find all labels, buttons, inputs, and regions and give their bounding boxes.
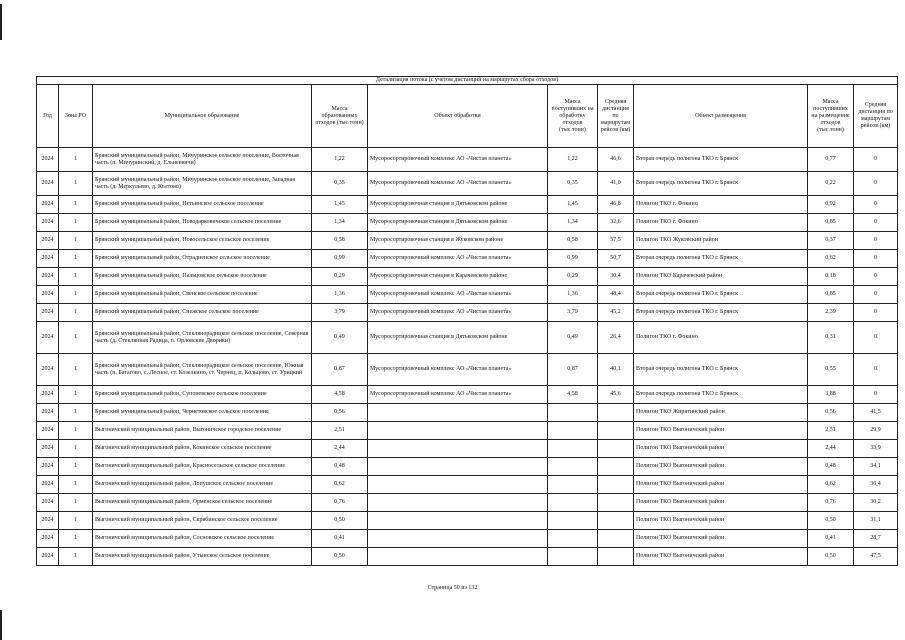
cell-processing-distance bbox=[598, 530, 634, 548]
cell-generated-mass: 0,56 bbox=[312, 404, 368, 422]
cell-processing-facility: Мусоросортировочный комплекс АО «Чистая планета» bbox=[368, 148, 548, 172]
cell-processed-mass: 1,36 bbox=[548, 286, 598, 304]
cell-disposal-facility: Вторая очередь полигона ТКО г. Брянск bbox=[634, 148, 808, 172]
table-row bbox=[37, 494, 898, 512]
table-row bbox=[37, 386, 898, 404]
cell-disposal-distance: 0 bbox=[854, 268, 898, 286]
cell-disposal-distance: 0 bbox=[854, 232, 898, 250]
cell-zone: 1 bbox=[59, 322, 93, 354]
cell-processed-mass: 1,34 bbox=[548, 214, 598, 232]
cell-generated-mass: 0,49 bbox=[312, 322, 368, 354]
table-row bbox=[37, 196, 898, 214]
cell-disposal-distance: 0 bbox=[854, 322, 898, 354]
table-row bbox=[37, 440, 898, 458]
header-disposed-mass: Масса поступивших на размещение отходов (тыс.тонн) bbox=[808, 85, 854, 148]
cell-disposal-facility: Полигон ТКО Выгоничский район bbox=[634, 530, 808, 548]
table-row bbox=[37, 286, 898, 304]
table-row bbox=[37, 458, 898, 476]
cell-year: 2024 bbox=[37, 422, 59, 440]
cell-processed-mass bbox=[548, 404, 598, 422]
cell-municipality: Брянский муниципальный район, Нетьинское сельское поселение bbox=[93, 196, 312, 214]
cell-zone: 1 bbox=[59, 440, 93, 458]
header-year: Год bbox=[37, 85, 59, 148]
cell-disposed-mass: 0,50 bbox=[808, 548, 854, 566]
cell-processing-distance: 48,4 bbox=[598, 286, 634, 304]
cell-processing-distance: 40,1 bbox=[598, 354, 634, 386]
cell-zone: 1 bbox=[59, 476, 93, 494]
cell-disposal-facility: Полигон ТКО Выгоничский район bbox=[634, 494, 808, 512]
table-row bbox=[37, 172, 898, 196]
cell-processing-facility bbox=[368, 530, 548, 548]
cell-disposal-distance: 0 bbox=[854, 148, 898, 172]
cell-disposed-mass: 2,51 bbox=[808, 422, 854, 440]
cell-disposal-distance: 33,9 bbox=[854, 440, 898, 458]
cell-disposal-distance: 0 bbox=[854, 386, 898, 404]
cell-processing-distance: 30,4 bbox=[598, 268, 634, 286]
cell-municipality: Выгоничский муниципальный район, Орменское сельское поселение bbox=[93, 494, 312, 512]
cell-disposed-mass: 0,41 bbox=[808, 530, 854, 548]
cell-zone: 1 bbox=[59, 494, 93, 512]
cell-processing-facility: Мусоросортировочный комплекс АО «Чистая планета» bbox=[368, 304, 548, 322]
cell-disposed-mass: 0,22 bbox=[808, 172, 854, 196]
cell-processing-distance: 50,7 bbox=[598, 250, 634, 268]
table-row bbox=[37, 548, 898, 566]
cell-generated-mass: 1,45 bbox=[312, 196, 368, 214]
cell-processing-distance bbox=[598, 422, 634, 440]
cell-disposed-mass: 0,85 bbox=[808, 286, 854, 304]
cell-processing-facility: Мусоросортировочная станция в Дятьковском районе bbox=[368, 214, 548, 232]
cell-year: 2024 bbox=[37, 530, 59, 548]
table-row bbox=[37, 148, 898, 172]
cell-year: 2024 bbox=[37, 196, 59, 214]
cell-disposed-mass: 2,44 bbox=[808, 440, 854, 458]
cell-municipality: Брянский муниципальный район, Пальцовское сельское поселение bbox=[93, 268, 312, 286]
cell-processed-mass: 3,79 bbox=[548, 304, 598, 322]
table-caption: Детализация потока (с учетом дистанций на маршрутах сбора отходов) bbox=[37, 77, 898, 85]
cell-municipality: Выгоничский муниципальный район, Утынское сельское поселение bbox=[93, 548, 312, 566]
cell-disposal-facility: Вторая очередь полигона ТКО г. Брянск bbox=[634, 172, 808, 196]
cell-processing-distance bbox=[598, 440, 634, 458]
cell-generated-mass: 4,58 bbox=[312, 386, 368, 404]
cell-municipality: Брянский муниципальный район, Супоневское сельское поселение bbox=[93, 386, 312, 404]
cell-processing-distance: 41,0 bbox=[598, 172, 634, 196]
cell-generated-mass: 0,48 bbox=[312, 458, 368, 476]
cell-disposal-facility: Полигон ТКО Жирятинский район bbox=[634, 404, 808, 422]
cell-disposal-distance: 34,1 bbox=[854, 458, 898, 476]
cell-processing-facility bbox=[368, 404, 548, 422]
cell-disposed-mass: 0,55 bbox=[808, 354, 854, 386]
cell-disposed-mass: 0,48 bbox=[808, 458, 854, 476]
cell-processed-mass: 4,58 bbox=[548, 386, 598, 404]
header-disposal-facility: Объект размещения bbox=[634, 85, 808, 148]
cell-municipality: Брянский муниципальный район, Новодарковичское сельское поселение bbox=[93, 214, 312, 232]
cell-processed-mass: 0,58 bbox=[548, 232, 598, 250]
cell-processed-mass: 1,22 bbox=[548, 148, 598, 172]
cell-year: 2024 bbox=[37, 172, 59, 196]
cell-zone: 1 bbox=[59, 232, 93, 250]
cell-disposal-facility: Полигон ТКО Выгоничский район bbox=[634, 458, 808, 476]
cell-processing-facility bbox=[368, 476, 548, 494]
cell-processing-facility bbox=[368, 422, 548, 440]
cell-municipality: Выгоничский муниципальный район, Выгоничское городское поселение bbox=[93, 422, 312, 440]
header-generated-mass: Масса образованных отходов (тыс.тонн) bbox=[312, 85, 368, 148]
cell-disposal-facility: Вторая очередь полигона ТКО г. Брянск bbox=[634, 354, 808, 386]
cell-processing-facility: Мусоросортировочный комплекс АО «Чистая планета» bbox=[368, 386, 548, 404]
header-processed-mass: Масса поступивших на обработку отходов (тыс.тонн) bbox=[548, 85, 598, 148]
cell-generated-mass: 0,99 bbox=[312, 250, 368, 268]
cell-municipality: Брянский муниципальный район, Чернетовское сельское поселение bbox=[93, 404, 312, 422]
header-processing-distance: Средняя дистанция по маршрутам рейсов (км) bbox=[598, 85, 634, 148]
cell-processing-facility bbox=[368, 548, 548, 566]
table-row bbox=[37, 268, 898, 286]
cell-generated-mass: 0,35 bbox=[312, 172, 368, 196]
cell-processing-facility bbox=[368, 512, 548, 530]
cell-generated-mass: 2,44 bbox=[312, 440, 368, 458]
cell-disposal-distance: 0 bbox=[854, 304, 898, 322]
cell-zone: 1 bbox=[59, 512, 93, 530]
cell-processed-mass bbox=[548, 512, 598, 530]
table-row bbox=[37, 304, 898, 322]
cell-disposal-facility: Полигон ТКО Выгоничский район bbox=[634, 512, 808, 530]
cell-disposal-distance: 29,9 bbox=[854, 422, 898, 440]
scan-edge-mark bbox=[0, 4, 2, 40]
cell-processing-facility: Мусоросортировочный комплекс АО «Чистая планета» bbox=[368, 250, 548, 268]
cell-year: 2024 bbox=[37, 512, 59, 530]
cell-processed-mass bbox=[548, 476, 598, 494]
cell-zone: 1 bbox=[59, 250, 93, 268]
cell-generated-mass: 1,22 bbox=[312, 148, 368, 172]
cell-zone: 1 bbox=[59, 214, 93, 232]
cell-year: 2024 bbox=[37, 548, 59, 566]
cell-disposed-mass: 0,92 bbox=[808, 196, 854, 214]
cell-zone: 1 bbox=[59, 386, 93, 404]
cell-year: 2024 bbox=[37, 214, 59, 232]
cell-municipality: Брянский муниципальный район, Стеклянорадицкое сельское поселение, Южная часть (п. Батагово, с. Лесное, ст. Козелкино, ст. Чернец, п. Кольцово, ст. Урицкий bbox=[93, 354, 312, 386]
table-row bbox=[37, 250, 898, 268]
cell-year: 2024 bbox=[37, 148, 59, 172]
cell-disposal-distance: 31,1 bbox=[854, 512, 898, 530]
cell-processing-distance: 46,8 bbox=[598, 196, 634, 214]
cell-year: 2024 bbox=[37, 494, 59, 512]
cell-disposal-facility: Вторая очередь полигона ТКО г. Брянск bbox=[634, 250, 808, 268]
cell-year: 2024 bbox=[37, 354, 59, 386]
cell-zone: 1 bbox=[59, 172, 93, 196]
cell-zone: 1 bbox=[59, 422, 93, 440]
header-processing-facility: Объект обработки bbox=[368, 85, 548, 148]
cell-disposed-mass: 0,50 bbox=[808, 512, 854, 530]
cell-generated-mass: 0,50 bbox=[312, 512, 368, 530]
table-row bbox=[37, 530, 898, 548]
cell-zone: 1 bbox=[59, 268, 93, 286]
cell-disposal-distance: 0 bbox=[854, 354, 898, 386]
cell-zone: 1 bbox=[59, 148, 93, 172]
cell-year: 2024 bbox=[37, 268, 59, 286]
cell-processing-distance: 32,6 bbox=[598, 214, 634, 232]
cell-disposal-distance: 0 bbox=[854, 286, 898, 304]
cell-municipality: Выгоничский муниципальный район, Скрябинское сельское поселение bbox=[93, 512, 312, 530]
cell-processing-facility bbox=[368, 458, 548, 476]
page-number: Страница 50 из 132 bbox=[427, 585, 478, 591]
cell-year: 2024 bbox=[37, 286, 59, 304]
cell-processed-mass bbox=[548, 422, 598, 440]
cell-disposal-facility: Вторая очередь полигона ТКО г. Брянск bbox=[634, 286, 808, 304]
cell-disposal-facility: Полигон ТКО Выгоничский район bbox=[634, 440, 808, 458]
cell-municipality: Брянский муниципальный район, Стеклянорадицкое сельское поселение, Северная часть (д. Стеклянная Радица, п. Орловские Дворики) bbox=[93, 322, 312, 354]
table-row bbox=[37, 476, 898, 494]
cell-municipality: Брянский муниципальный район, Свенское сельское поселение bbox=[93, 286, 312, 304]
cell-disposal-facility: Вторая очередь полигона ТКО г. Брянск bbox=[634, 304, 808, 322]
cell-disposal-facility: Полигон ТКО г. Фокино bbox=[634, 214, 808, 232]
cell-disposed-mass: 0,62 bbox=[808, 476, 854, 494]
cell-disposed-mass: 3,88 bbox=[808, 386, 854, 404]
cell-municipality: Выгоничский муниципальный район, Лопушское сельское поселение bbox=[93, 476, 312, 494]
cell-year: 2024 bbox=[37, 476, 59, 494]
cell-zone: 1 bbox=[59, 354, 93, 386]
cell-generated-mass: 0,87 bbox=[312, 354, 368, 386]
header-disposal-distance: Средняя дистанция по маршрутам рейсов (км) bbox=[854, 85, 898, 148]
cell-processed-mass: 0,35 bbox=[548, 172, 598, 196]
cell-processing-facility: Мусоросортировочный комплекс АО «Чистая планета» bbox=[368, 172, 548, 196]
cell-generated-mass: 1,34 bbox=[312, 214, 368, 232]
cell-zone: 1 bbox=[59, 458, 93, 476]
cell-generated-mass: 2,51 bbox=[312, 422, 368, 440]
cell-disposal-facility: Полигон ТКО Карачевский район bbox=[634, 268, 808, 286]
cell-disposed-mass: 0,56 bbox=[808, 404, 854, 422]
cell-disposal-distance: 0 bbox=[854, 196, 898, 214]
cell-processing-facility: Мусоросортировочный комплекс АО «Чистая планета» bbox=[368, 354, 548, 386]
cell-processing-distance bbox=[598, 476, 634, 494]
cell-municipality: Выгоничский муниципальный район, Сосновское сельское поселение bbox=[93, 530, 312, 548]
cell-generated-mass: 3,79 bbox=[312, 304, 368, 322]
cell-processed-mass bbox=[548, 548, 598, 566]
cell-disposal-facility: Полигон ТКО Выгоничский район bbox=[634, 476, 808, 494]
cell-processed-mass: 0,87 bbox=[548, 354, 598, 386]
cell-disposed-mass: 2,39 bbox=[808, 304, 854, 322]
cell-zone: 1 bbox=[59, 548, 93, 566]
cell-processed-mass: 1,45 bbox=[548, 196, 598, 214]
cell-processing-distance bbox=[598, 494, 634, 512]
table-row bbox=[37, 214, 898, 232]
waste-flow-table bbox=[36, 76, 898, 566]
table-row bbox=[37, 322, 898, 354]
cell-processing-distance bbox=[598, 512, 634, 530]
cell-processed-mass bbox=[548, 530, 598, 548]
cell-municipality: Выгоничский муниципальный район, Кокинское сельское поселение bbox=[93, 440, 312, 458]
cell-disposal-distance: 30,2 bbox=[854, 494, 898, 512]
cell-processing-distance: 45,2 bbox=[598, 304, 634, 322]
cell-disposal-distance: 47,5 bbox=[854, 548, 898, 566]
cell-disposed-mass: 0,76 bbox=[808, 494, 854, 512]
cell-disposal-distance: 0 bbox=[854, 172, 898, 196]
cell-disposal-distance: 0 bbox=[854, 250, 898, 268]
cell-processing-facility: Мусоросортировочный комплекс АО «Чистая планета» bbox=[368, 286, 548, 304]
cell-processing-distance: 57,5 bbox=[598, 232, 634, 250]
cell-generated-mass: 0,58 bbox=[312, 232, 368, 250]
table-row bbox=[37, 422, 898, 440]
table-header-row bbox=[37, 85, 898, 148]
scan-edge-mark bbox=[0, 610, 2, 640]
cell-disposal-facility: Полигон ТКО Жуковский район bbox=[634, 232, 808, 250]
cell-disposal-distance: 28,7 bbox=[854, 530, 898, 548]
cell-disposed-mass: 0,85 bbox=[808, 214, 854, 232]
cell-processed-mass: 0,99 bbox=[548, 250, 598, 268]
cell-processed-mass: 0,29 bbox=[548, 268, 598, 286]
cell-disposed-mass: 0,62 bbox=[808, 250, 854, 268]
cell-processing-distance: 26,4 bbox=[598, 322, 634, 354]
cell-municipality: Выгоничский муниципальный район, Красносельское сельское поселение bbox=[93, 458, 312, 476]
cell-disposal-distance: 41,5 bbox=[854, 404, 898, 422]
cell-year: 2024 bbox=[37, 458, 59, 476]
cell-generated-mass: 0,41 bbox=[312, 530, 368, 548]
cell-zone: 1 bbox=[59, 530, 93, 548]
cell-processing-facility: Мусоросортировочная станция в Дятьковском районе bbox=[368, 322, 548, 354]
cell-disposal-distance: 0 bbox=[854, 214, 898, 232]
cell-year: 2024 bbox=[37, 232, 59, 250]
cell-municipality: Брянский муниципальный район, Мичуринское сельское поселение, Западная часть (д. Меркульево, д. Колтово) bbox=[93, 172, 312, 196]
table-row bbox=[37, 512, 898, 530]
header-municipality: Муниципальное образование bbox=[93, 85, 312, 148]
cell-disposed-mass: 0,37 bbox=[808, 232, 854, 250]
cell-disposal-facility: Полигон ТКО Выгоничский район bbox=[634, 548, 808, 566]
cell-processed-mass bbox=[548, 494, 598, 512]
cell-zone: 1 bbox=[59, 304, 93, 322]
cell-processing-facility: Мусоросортировочная станция в Карачевском районе bbox=[368, 268, 548, 286]
cell-processing-facility bbox=[368, 440, 548, 458]
cell-processing-facility: Мусоросортировочная станция в Дятьковском районе bbox=[368, 196, 548, 214]
table-row bbox=[37, 404, 898, 422]
cell-disposal-facility: Полигон ТКО Выгоничский район bbox=[634, 422, 808, 440]
cell-processing-facility: Мусоросортировочная станция в Жуковском районе bbox=[368, 232, 548, 250]
cell-processing-distance bbox=[598, 548, 634, 566]
cell-disposal-facility: Полигон ТКО г. Фокино bbox=[634, 196, 808, 214]
cell-processing-distance bbox=[598, 404, 634, 422]
cell-processed-mass bbox=[548, 440, 598, 458]
cell-year: 2024 bbox=[37, 440, 59, 458]
cell-zone: 1 bbox=[59, 404, 93, 422]
cell-year: 2024 bbox=[37, 322, 59, 354]
cell-disposed-mass: 0,31 bbox=[808, 322, 854, 354]
cell-municipality: Брянский муниципальный район, Снежское сельское поселение bbox=[93, 304, 312, 322]
table-row bbox=[37, 232, 898, 250]
cell-municipality: Брянский муниципальный район, Мичуринское сельское поселение, Восточная часть (п. Мичуринский, д. Ельнеевичи) bbox=[93, 148, 312, 172]
cell-processing-facility bbox=[368, 494, 548, 512]
cell-disposed-mass: 0,18 bbox=[808, 268, 854, 286]
cell-year: 2024 bbox=[37, 404, 59, 422]
cell-disposal-facility: Вторая очередь полигона ТКО г. Брянск bbox=[634, 386, 808, 404]
cell-municipality: Брянский муниципальный район, Отрадненское сельское поселение bbox=[93, 250, 312, 268]
cell-municipality: Брянский муниципальный район, Новосельское сельское поселение bbox=[93, 232, 312, 250]
cell-processing-distance: 46,6 bbox=[598, 148, 634, 172]
cell-year: 2024 bbox=[37, 250, 59, 268]
cell-processing-distance bbox=[598, 458, 634, 476]
table-row bbox=[37, 354, 898, 386]
cell-processed-mass bbox=[548, 458, 598, 476]
cell-disposal-facility: Полигон ТКО г. Фокино bbox=[634, 322, 808, 354]
cell-zone: 1 bbox=[59, 286, 93, 304]
cell-processing-distance: 45,6 bbox=[598, 386, 634, 404]
cell-generated-mass: 0,29 bbox=[312, 268, 368, 286]
cell-disposed-mass: 0,77 bbox=[808, 148, 854, 172]
cell-generated-mass: 1,36 bbox=[312, 286, 368, 304]
cell-processed-mass: 0,49 bbox=[548, 322, 598, 354]
cell-zone: 1 bbox=[59, 196, 93, 214]
cell-generated-mass: 0,50 bbox=[312, 548, 368, 566]
cell-generated-mass: 0,76 bbox=[312, 494, 368, 512]
cell-year: 2024 bbox=[37, 386, 59, 404]
cell-year: 2024 bbox=[37, 304, 59, 322]
cell-disposal-distance: 36,4 bbox=[854, 476, 898, 494]
cell-generated-mass: 0,62 bbox=[312, 476, 368, 494]
header-zone: Зона РО bbox=[59, 85, 93, 148]
